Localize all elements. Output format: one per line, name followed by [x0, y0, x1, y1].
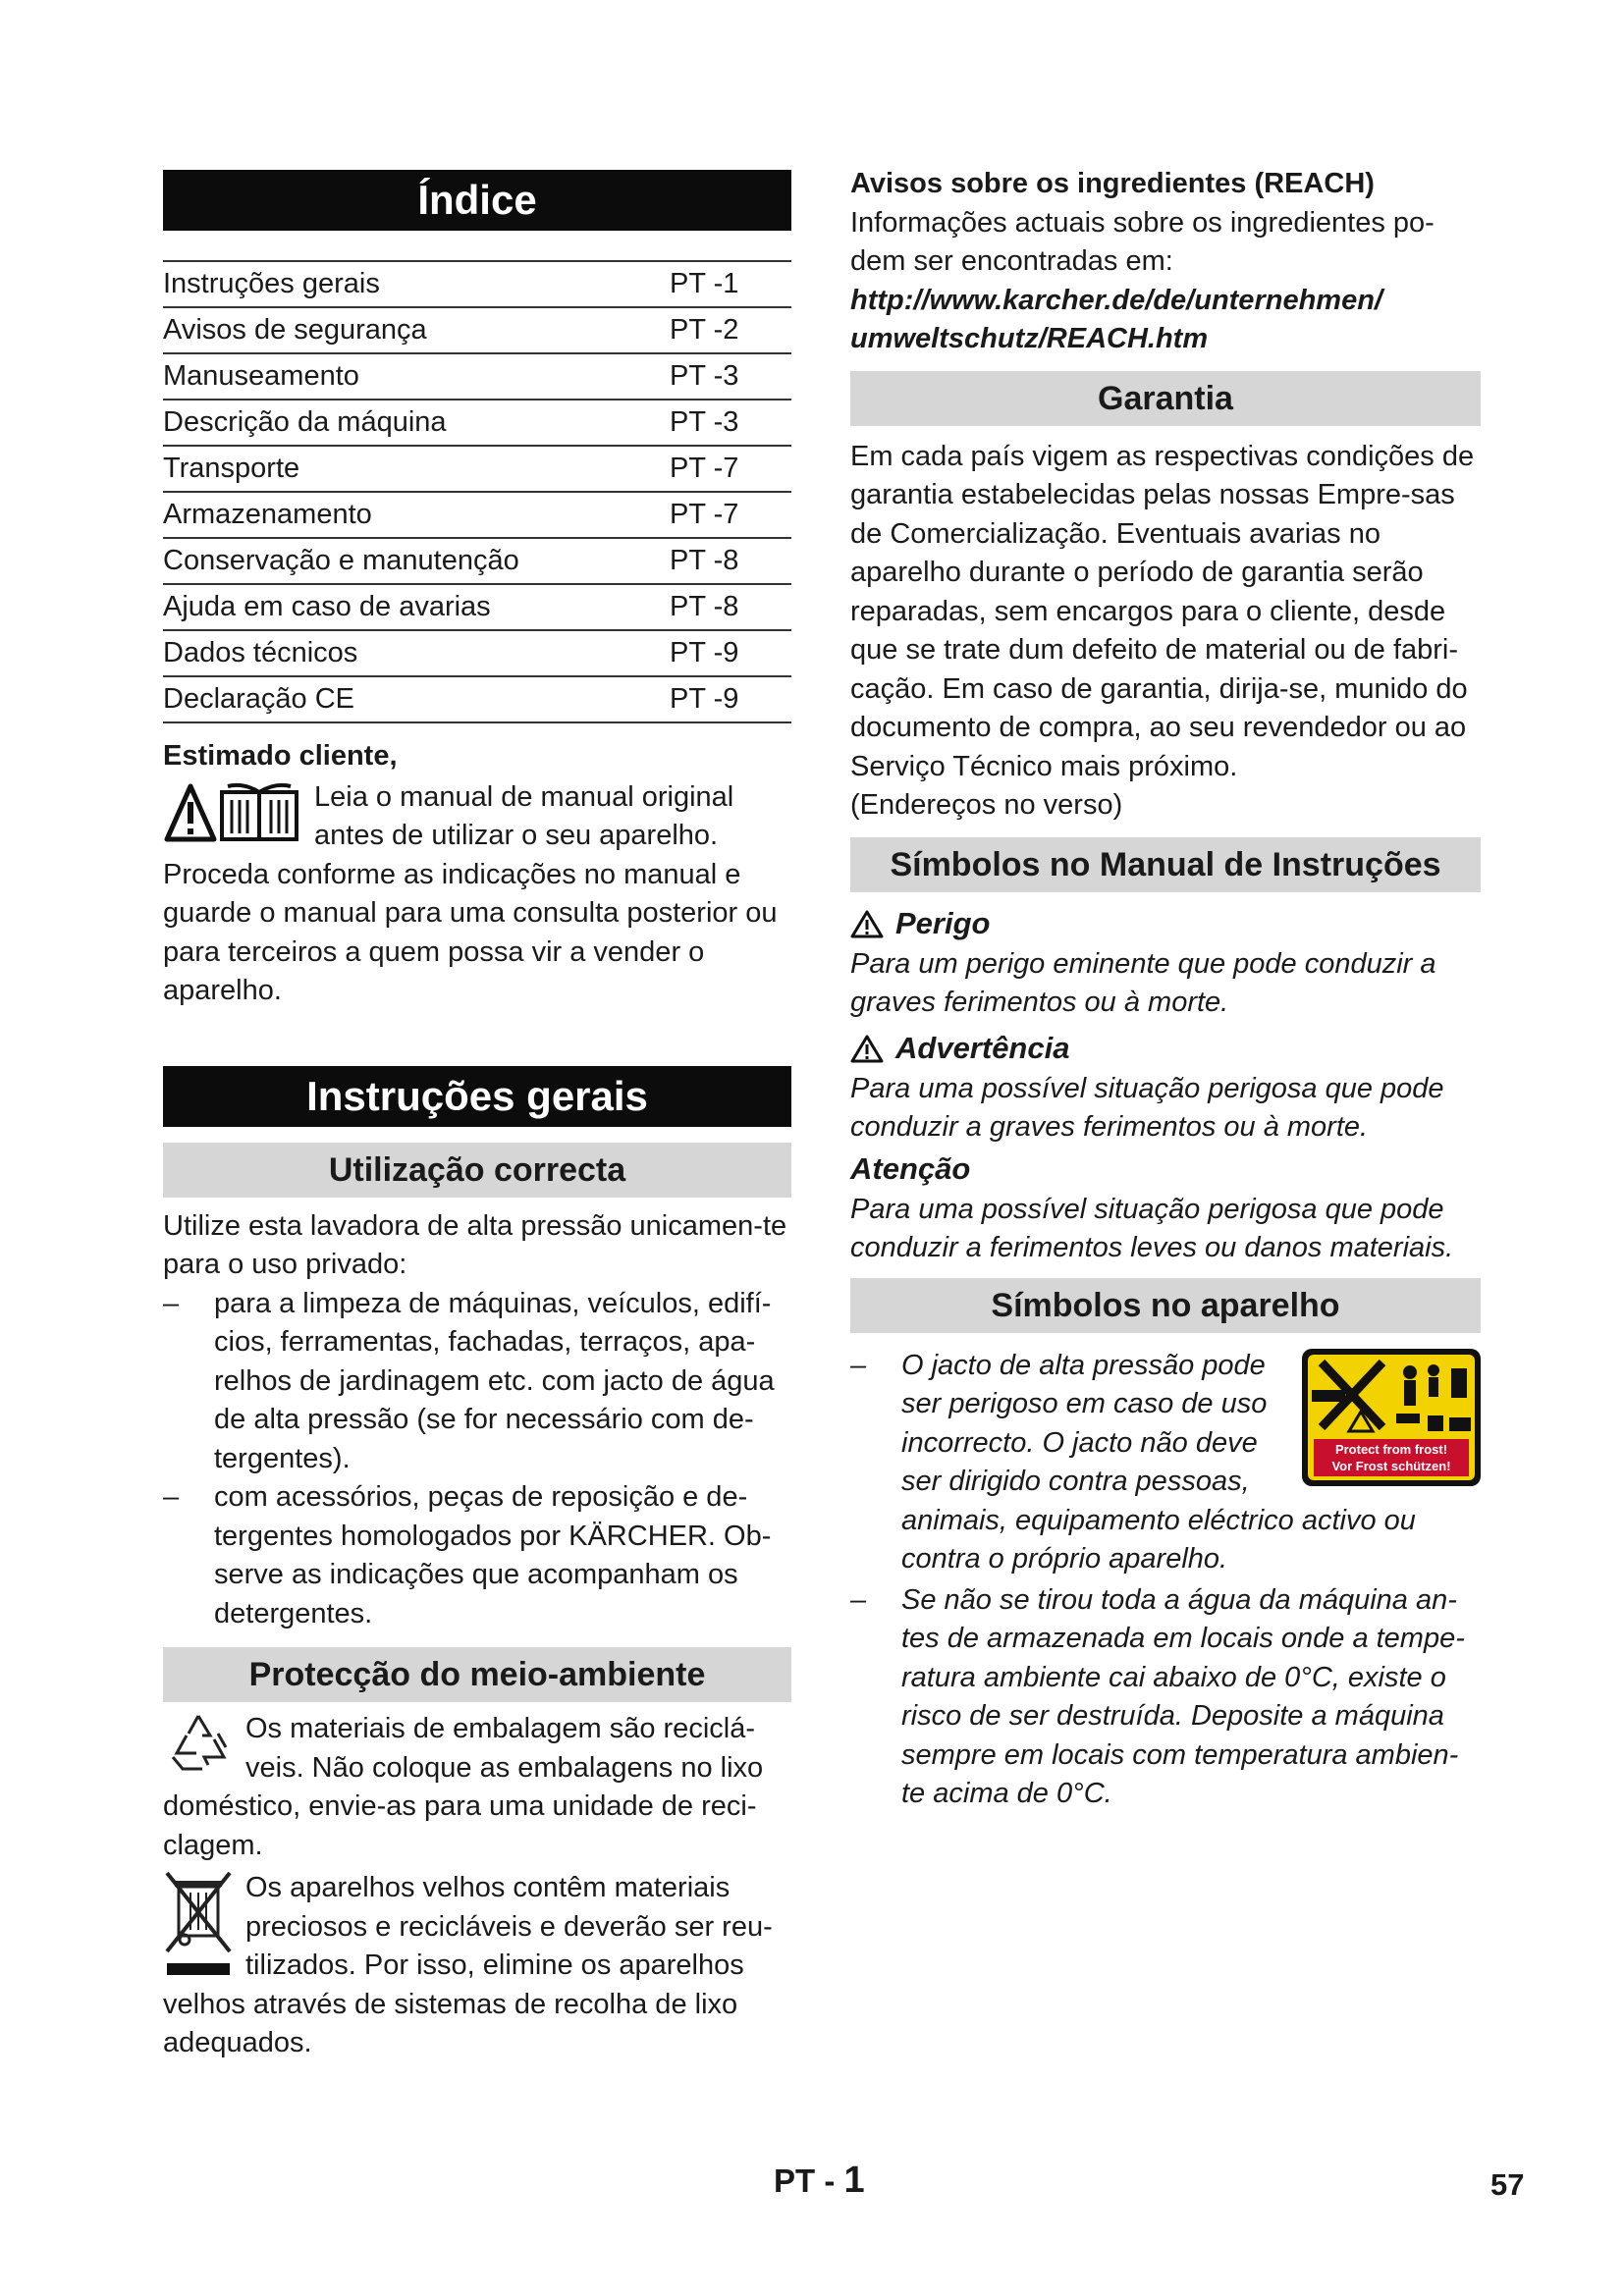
toc-row[interactable] [163, 539, 791, 585]
toc-title: Dados técnicos [163, 637, 358, 668]
toc-row[interactable] [163, 262, 791, 308]
recycle-block [163, 1710, 791, 1865]
reach-url-line-1[interactable]: http://www.karcher.de/de/unternehmen/ [850, 284, 1382, 316]
toc-title: Declaração CE [163, 683, 355, 715]
toc-row[interactable] [163, 354, 791, 400]
footer-section-page [774, 2160, 865, 2202]
symbols-manual-title: Símbolos no Manual de Instruções [850, 837, 1481, 892]
list-item: – Se não se tirou toda a água da máquina an-tes de armazenada em locais onde a tempe-ratura ambiente cai abaixo de 0°C, existe o risco de ser destruída. Deposite a máquina sempre em locais com temperatura ambien-te acima de 0°C. [850, 1581, 1481, 1814]
toc-page: PT -7 [670, 453, 739, 484]
proceed-text: Proceda conforme as indicações no manual e guarde o manual para uma consulta posterior ou para terceiros a quem possa vir a vender o aparelho. [163, 858, 778, 1006]
toc-page: PT -8 [670, 591, 739, 622]
toc-row[interactable] [163, 493, 791, 539]
toc-page: PT -9 [670, 637, 739, 668]
toc-page: PT -8 [670, 545, 739, 576]
toc-title: Armazenamento [163, 499, 372, 530]
index-title: Índice [163, 170, 791, 231]
footer-section-prefix: PT - [774, 2163, 836, 2199]
right-column [850, 165, 1481, 1814]
toc-title: Transporte [163, 453, 300, 484]
caution-text: Para uma possível situação perigosa que pode conduzir a ferimentos leves ou danos materiais. [850, 1193, 1454, 1263]
crossed-bin-icon [163, 1869, 234, 1984]
old-devices-block [163, 1869, 791, 2063]
toc-title: Conservação e manutenção [163, 545, 519, 576]
toc-title: Manuseamento [163, 360, 359, 392]
table-of-contents [163, 260, 791, 723]
toc-page: PT -1 [670, 268, 739, 299]
general-instructions-title: Instruções gerais [163, 1066, 791, 1127]
danger-heading [850, 902, 1481, 945]
label-line-1: Protect from frost! [1334, 1441, 1448, 1457]
danger-triangle-icon [850, 909, 884, 938]
read-manual-text: Leia o manual de manual original antes de utilizar o seu aparelho. [314, 780, 734, 851]
toc-page: PT -3 [670, 406, 739, 438]
warranty-title: Garantia [850, 371, 1481, 426]
toc-title: Avisos de segurança [163, 314, 427, 346]
toc-title: Descrição da máquina [163, 406, 447, 438]
reach-text: Informações actuais sobre os ingredientes po-dem ser encontradas em: [850, 206, 1435, 277]
reach-url-line-2[interactable]: umweltschutz/REACH.htm [850, 323, 1209, 354]
old-devices-text: Os aparelhos velhos contêm materiais preciosos e recicláveis e deverão ser reu-tilizados. Por isso, elimine os aparelhos velhos através de sistemas de recolha de lixo adequados. [163, 1872, 773, 2058]
correct-use-title: Utilização correcta [163, 1143, 791, 1198]
recycle-icon [163, 1710, 234, 1778]
device-item-1 [850, 1347, 1481, 1579]
warning-manual-icon [163, 778, 304, 850]
warning-heading [850, 1027, 1481, 1070]
warning-triangle-icon [850, 1034, 884, 1063]
list-item: – O jacto de alta pressão pode ser perigoso em caso de uso incorrecto. O jacto não deve ser dirigido contra pessoas, animais, equipamento eléctrico activo ou contra o próprio aparelho. [850, 1347, 1481, 1579]
caution-label: Atenção [850, 1150, 971, 1186]
greeting: Estimado cliente, [163, 740, 398, 772]
warning-text: Para uma possível situação perigosa que pode conduzir a graves ferimentos ou à morte. [850, 1072, 1444, 1143]
footer-page-number: 57 [1490, 2167, 1525, 2202]
toc-row[interactable] [163, 631, 791, 677]
footer-section-number: 1 [843, 2160, 865, 2201]
list-item: – com acessórios, peças de reposição e de-tergentes homologados por KÄRCHER. Ob-serve as indicações que acompanham os detergentes. [163, 1478, 791, 1633]
warning-label: Advertência [895, 1030, 1070, 1065]
read-manual-block [163, 778, 791, 856]
caution-heading [850, 1148, 1481, 1191]
toc-title: Ajuda em caso de avarias [163, 591, 491, 622]
list-item: – para a limpeza de máquinas, veículos, edifí-cios, ferramentas, fachadas, terraços, apa-relhos de jardinagem etc. com jacto de água de alta pressão (se for necessário com de-tergentes). [163, 1285, 791, 1479]
toc-row[interactable] [163, 400, 791, 447]
toc-page: PT -2 [670, 314, 739, 346]
symbols-device-title: Símbolos no aparelho [850, 1278, 1481, 1333]
toc-row[interactable] [163, 677, 791, 723]
warranty-text: Em cada país vigem as respectivas condições de garantia estabelecidas pelas nossas Empre-sas de Comercialização. Eventuais avarias no aparelho durante o período de garantia serão reparadas, sem encargos para o cliente, desde que se trate dum defeito de material ou de fabri-cação. Em caso de garantia, dirija-se, munido do documento de compra, ao seu revendedor ou ao Serviço Técnico mais próximo. [850, 440, 1475, 782]
danger-text: Para um perigo eminente que pode conduzir a graves ferimentos ou à morte. [850, 947, 1436, 1018]
left-column [163, 170, 791, 2063]
reach-url[interactable] [850, 282, 1481, 359]
environment-title: Protecção do meio-ambiente [163, 1647, 791, 1702]
toc-title: Instruções gerais [163, 268, 380, 299]
warranty-note: (Endereços no verso) [850, 789, 1123, 821]
toc-row[interactable] [163, 585, 791, 631]
toc-page: PT -7 [670, 499, 739, 530]
danger-label: Perigo [895, 905, 991, 940]
correct-use-intro: Utilize esta lavadora de alta pressão unicamen-te para o uso privado: [163, 1209, 787, 1280]
toc-row[interactable] [163, 308, 791, 354]
toc-page: PT -3 [670, 360, 739, 392]
label-line-2: Vor Frost schützen! [1331, 1458, 1451, 1473]
toc-page: PT -9 [670, 683, 739, 715]
reach-title: Avisos sobre os ingredientes (REACH) [850, 168, 1375, 199]
toc-row[interactable] [163, 447, 791, 493]
recycle-text: Os materiais de embalagem são reciclá-veis. Não coloque as embalagens no lixo doméstico, envie-as para uma unidade de reci-clagem. [163, 1713, 764, 1861]
